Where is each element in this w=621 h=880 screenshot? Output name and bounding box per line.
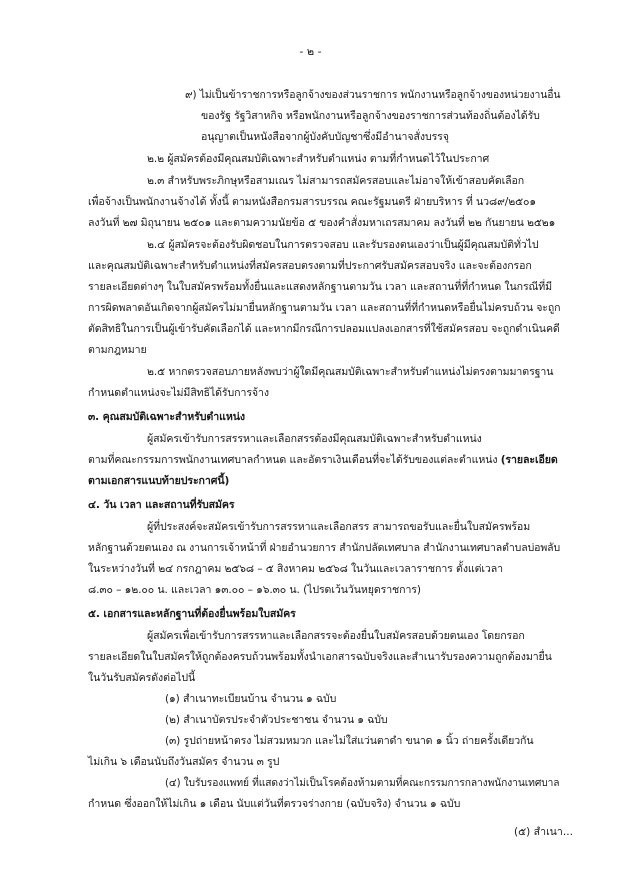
section-4-line-3: ในระหว่างวันที่ ๒๔ กรกฎาคม ๒๕๖๘ – ๕ สิงหาคม ๒๕๖๘ ในวันและเวลาราชการ ตั้งแต่เวลา: [88, 563, 504, 575]
section-2-2: ๒.๒ ผู้สมัครต้องมีคุณสมบัติเฉพาะสำหรับตำแหน่ง ตามที่กำหนดไว้ในประกาศ: [147, 153, 490, 165]
section-2-4-line-3: รายละเอียดต่างๆ ในใบสมัครพร้อมทั้งยื่นและแสดงหลักฐานตามวัน เวลา และสถานที่ที่กำหนด ในกรณีที่มี: [88, 281, 553, 293]
section-2-4-line-2: และคุณสมบัติเฉพาะสำหรับตำแหน่งที่สมัครสอบตรงตามที่ประกาศรับสมัครสอบจริง และจะต้องกรอก: [88, 260, 532, 272]
qualification-9-line-2: ของรัฐ รัฐวิสาหกิจ หรือพนักงานหรือลูกจ้างของราชการส่วนท้องถิ่นต้องได้รับ: [201, 110, 540, 122]
section-5-heading: ๕. เอกสารและหลักฐานที่ต้องยื่นพร้อมใบสมัคร: [88, 608, 296, 620]
section-3-line-3: ตามเอกสารแนบท้ายประกาศนี้): [88, 475, 230, 487]
section-2-4-line-6: ตามกฎหมาย: [88, 344, 147, 356]
section-3-line-2-bold: (รายละเอียด: [500, 454, 558, 466]
section-4-line-2: หลักฐานด้วยตนเอง ณ งานการเจ้าหน้าที่ ฝ่ายอำนวยการ สำนักปลัดเทศบาล สำนักงานเทศบาลตำบลบ่อพลับ: [88, 542, 561, 554]
document-item-3-line-2: ไม่เกิน ๖ เดือนนับถึงวันสมัคร จำนวน ๓ รูป: [88, 756, 280, 768]
section-4-line-1: ผู้ที่ประสงค์จะสมัครเข้ารับการสรรหาและเลือกสรร สามารถขอรับและยื่นใบสมัครพร้อม: [147, 521, 531, 533]
qualification-9-line-3: อนุญาตเป็นหนังสือจากผู้บังคับบัญชาซึ่งมีอำนาจสั่งบรรจุ: [201, 131, 449, 143]
section-2-4-line-1: ๒.๔ ผู้สมัครจะต้องรับผิดชอบในการตรวจสอบ และรับรองตนเองว่าเป็นผู้มีคุณสมบัติทั่วไป: [147, 239, 539, 251]
section-4-line-4: ๘.๓๐ – ๑๒.๐๐ น. และเวลา ๑๓.๐๐ – ๑๖.๓๐ น. (ไปรดเว้นวันหยุดราชการ): [88, 584, 421, 596]
continued-footer: (๕) สำเนา...: [514, 826, 573, 838]
section-2-3-line-2: เพื่อจ้างเป็นพนักงานจ้างได้ ทั้งนี้ ตามหนังสือกรมสารบรรณ คณะรัฐมนตรี ฝ่ายบริหาร ที่ นว๘๙/๒๕๐๑: [88, 196, 536, 208]
section-2-4-line-5: ตัดสิทธิในการเป็นผู้เข้ารับคัดเลือกได้ และหากมีกรณีการปลอมแปลงเอกสารที่ใช้สมัครสอบ จะถูกดำเนินคดี: [88, 323, 560, 335]
qualification-9-line-1: ๙) ไม่เป็นข้าราชการหรือลูกจ้างของส่วนราชการ พนักงานหรือลูกจ้างของหน่วยงานอื่น: [185, 89, 561, 101]
section-2-3-line-3: ลงวันที่ ๒๗ มิถุนายน ๒๕๐๑ และตามความนัยข้อ ๕ ของคำสั่งมหาเถรสมาคม ลงวันที่ ๒๒ กันยายน ๒๕๒๑: [88, 217, 556, 229]
section-3-line-1: ผู้สมัครเข้ารับการสรรหาและเลือกสรรต้องมีคุณสมบัติเฉพาะสำหรับตำแหน่ง: [147, 433, 482, 445]
section-3-line-2-text: ตามที่คณะกรรมการพนักงานเทศบาลกำหนด และอัตราเงินเดือนที่จะได้รับของแต่ละตำแหน่ง: [88, 454, 501, 466]
document-item-1: (๑) สำเนาทะเบียนบ้าน จำนวน ๑ ฉบับ: [165, 693, 337, 705]
section-2-4-line-4: การผิดพลาดอันเกิดจากผู้สมัครไม่มายื่นหลักฐานตามวัน เวลา และสถานที่ที่กำหนดหรือยื่นไม่ครบถ้วน จะถูก: [88, 302, 561, 314]
section-2-5-line-1: ๒.๕ หากตรวจสอบภายหลังพบว่าผู้ใดมีคุณสมบัติเฉพาะสำหรับตำแหน่งไม่ตรงตามมาตรฐาน: [147, 366, 554, 378]
section-5-line-2: รายละเอียดในใบสมัครให้ถูกต้องครบถ้วนพร้อมทั้งนำเอกสารฉบับจริงและสำเนารับรองความถูกต้องมายื่น: [88, 651, 552, 663]
document-item-4-line-1: (๔) ใบรับรองแพทย์ ที่แสดงว่าไม่เป็นโรคต้องห้ามตามที่คณะกรรมการกลางพนักงานเทศบาล: [165, 777, 560, 789]
section-4-heading: ๔. วัน เวลา และสถานที่รับสมัคร: [88, 499, 235, 511]
page-number: - ๒ -: [299, 45, 322, 58]
document-item-2: (๒) สำเนาบัตรประจำตัวประชาชน จำนวน ๑ ฉบับ: [165, 714, 388, 726]
document-item-3-line-1: (๓) รูปถ่ายหน้าตรง ไม่สวมหมวก และไม่ใส่แว่นตาดำ ขนาด ๑ นิ้ว ถ่ายครั้งเดียวกัน: [165, 735, 534, 747]
section-2-5-line-2: กำหนดตำแหน่งจะไม่มีสิทธิได้รับการจ้าง: [88, 387, 269, 399]
section-5-line-1: ผู้สมัครเพื่อเข้ารับการสรรหาและเลือกสรรจะต้องยื่นใบสมัครสอบด้วยตนเอง โดยกรอก: [147, 630, 525, 642]
section-5-line-3: ในวันรับสมัครดังต่อไปนี้: [88, 672, 196, 684]
section-3-line-2: [88, 453, 558, 467]
document-item-4-line-2: กำหนด ซึ่งออกให้ไม่เกิน ๑ เดือน นับแต่วันที่ตรวจร่างกาย (ฉบับจริง) จำนวน ๑ ฉบับ: [88, 798, 461, 810]
section-2-3-line-1: ๒.๓ สำหรับพระภิกษุหรือสามเณร ไม่สามารถสมัครสอบและไม่อาจให้เข้าสอบคัดเลือก: [147, 175, 525, 187]
section-3-heading: ๓. คุณสมบัติเฉพาะสำหรับตำแหน่ง: [88, 411, 245, 423]
